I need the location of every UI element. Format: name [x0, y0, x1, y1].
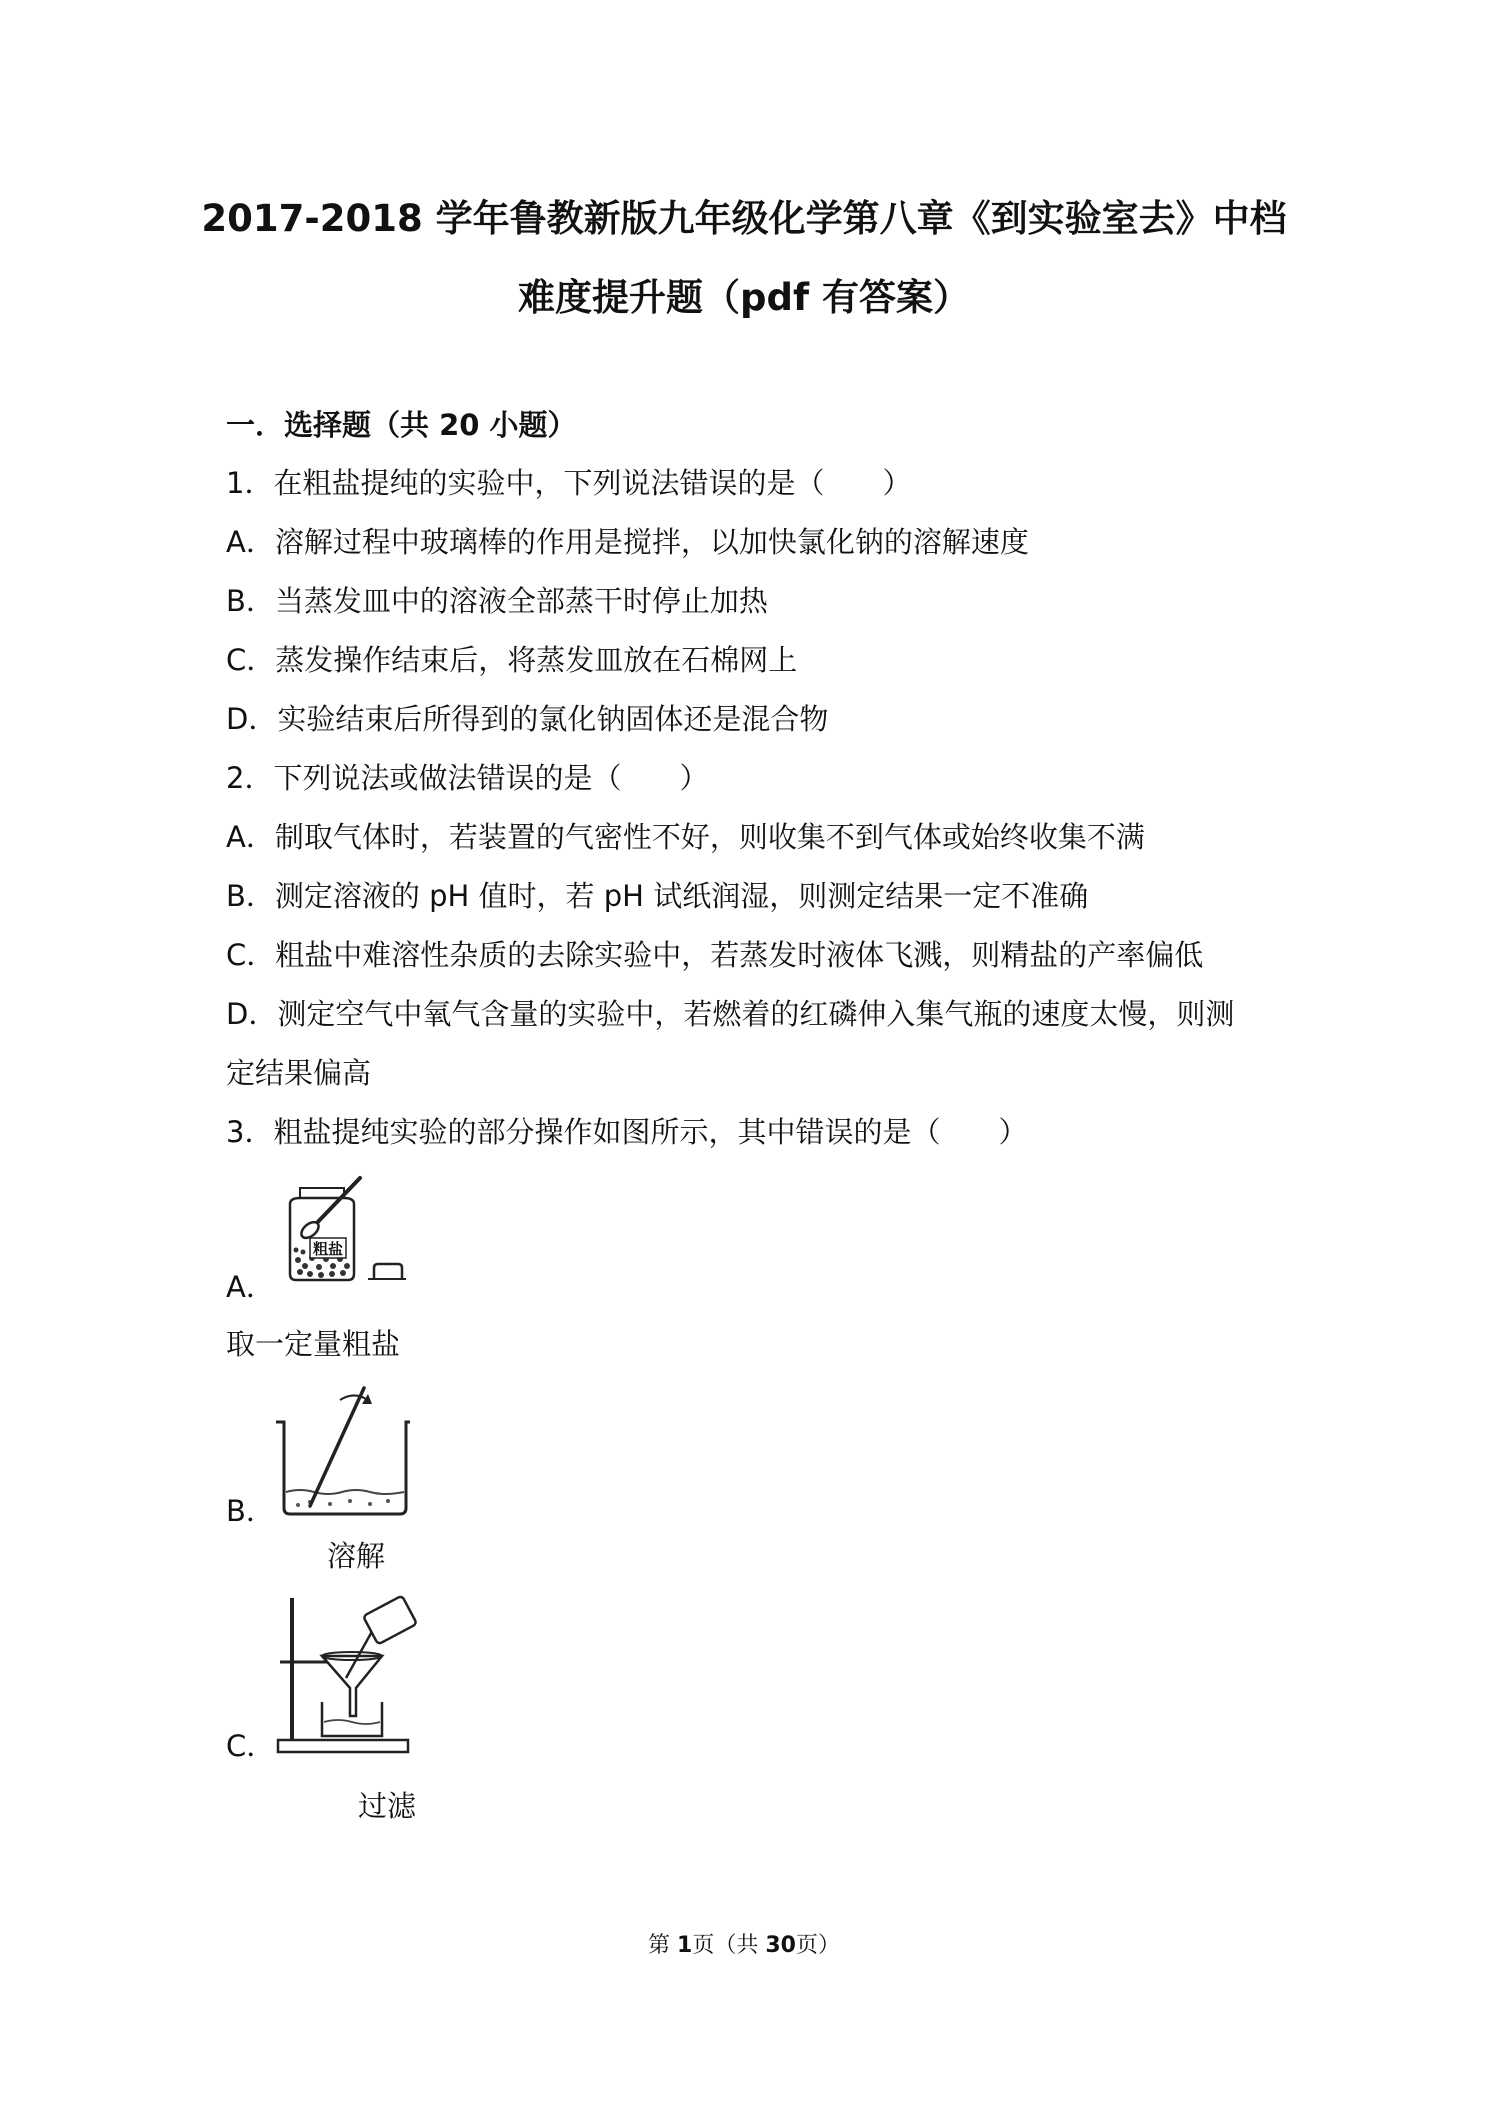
footer-page-number: 1 — [677, 1933, 693, 1958]
page-title-line1: 2017-2018 学年鲁教新版九年级化学第八章《到实验室去》中档 — [201, 197, 1287, 240]
question-1-stem: 1．在粗盐提纯的实验中，下列说法错误的是（ ） — [226, 466, 912, 500]
question-3-stem: 3．粗盐提纯实验的部分操作如图所示，其中错误的是（ ） — [226, 1115, 1028, 1149]
footer-total-pages: 30 — [765, 1933, 796, 1958]
figure-a-letter: A． — [226, 1270, 275, 1304]
question-2-option-a: A．制取气体时，若装置的气密性不好，则收集不到气体或始终收集不满 — [226, 820, 1145, 854]
question-2-option-b: B．测定溶液的 pH 值时，若 pH 试纸润湿，则测定结果一定不准确 — [226, 879, 1089, 913]
question-2-stem: 2．下列说法或做法错误的是（ ） — [226, 761, 709, 795]
footer-mid: 页（共 — [692, 1933, 766, 1958]
question-2-option-d: D．测定空气中氧气含量的实验中，若燃着的红磷伸入集气瓶的速度太慢，则测 — [226, 997, 1235, 1031]
figure-b-caption: 溶解 — [327, 1539, 386, 1573]
filtration-apparatus-icon — [272, 1590, 422, 1760]
page-title-line2: 难度提升题（pdf 有答案） — [518, 276, 970, 319]
question-1-option-a: A．溶解过程中玻璃棒的作用是搅拌，以加快氯化钠的溶解速度 — [226, 525, 1029, 559]
figure-c-caption: 过滤 — [358, 1789, 417, 1823]
page-footer — [0, 1933, 1488, 1959]
question-1-option-b: B．当蒸发皿中的溶液全部蒸干时停止加热 — [226, 584, 768, 618]
figure-b-letter: B． — [226, 1494, 275, 1528]
question-1-option-d: D．实验结束后所得到的氯化钠固体还是混合物 — [226, 702, 829, 736]
figure-a-caption: 取一定量粗盐 — [226, 1327, 401, 1361]
beaker-stirring-rod-icon — [270, 1380, 420, 1520]
figure-c-letter: C． — [226, 1729, 276, 1763]
jar-label: 粗盐 — [312, 1240, 344, 1258]
footer-prefix: 第 — [648, 1933, 678, 1958]
salt-jar-spoon-icon — [272, 1170, 412, 1290]
question-1-option-c: C．蒸发操作结束后，将蒸发皿放在石棉网上 — [226, 643, 798, 677]
question-2-option-d-cont: 定结果偏高 — [226, 1056, 372, 1090]
footer-suffix: 页） — [795, 1933, 840, 1958]
question-2-option-c: C．粗盐中难溶性杂质的去除实验中，若蒸发时液体飞溅，则精盐的产率偏低 — [226, 938, 1204, 972]
section-heading: 一．选择题（共 20 小题） — [226, 408, 577, 442]
